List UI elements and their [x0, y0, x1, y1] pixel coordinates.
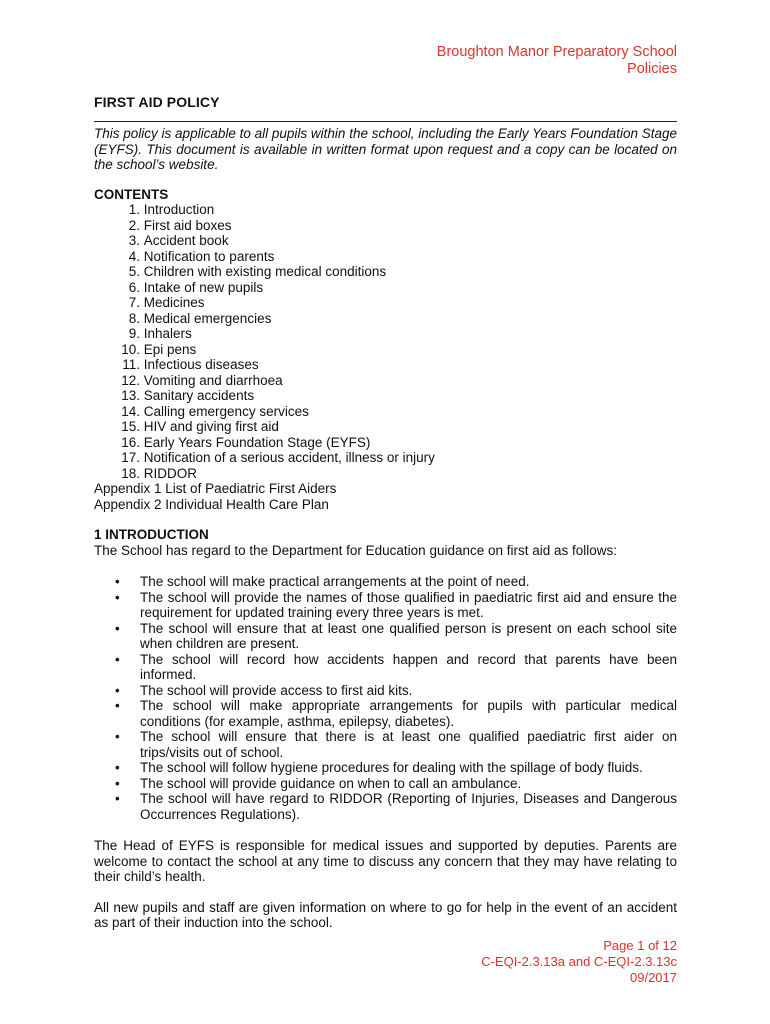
- induction-paragraph: All new pupils and staff are given information on where to go for help in the event of an accident as part of their induction into the school.: [94, 899, 677, 930]
- guidance-item: • The school will ensure that there is at least one qualified paediatric first aider on trips/visits out of school.: [94, 729, 677, 760]
- toc-item: 5. Children with existing medical conditions: [128, 264, 387, 279]
- introduction-heading: 1 INTRODUCTION: [94, 527, 209, 542]
- toc-item: 16. Early Years Foundation Stage (EYFS): [121, 434, 371, 450]
- guidance-item: • The school will make appropriate arrangements for pupils with particular medical conditions (for example, asthma, epilepsy, diabetes).: [94, 698, 677, 729]
- toc-item: 14. Calling emergency services: [121, 403, 309, 419]
- guidance-list: [94, 574, 677, 822]
- introduction-lead: The School has regard to the Department for Education guidance on first aid as follows:: [94, 542, 618, 558]
- guidance-item: • The school will ensure that at least one qualified person is present on each school site when children are present.: [94, 621, 677, 652]
- guidance-item: • The school will provide access to first aid kits.: [94, 683, 677, 699]
- toc-item: 4. Notification to parents: [128, 248, 275, 264]
- document-title: FIRST AID POLICY: [94, 94, 220, 110]
- appendix-1: Appendix 1 List of Paediatric First Aiders: [94, 481, 337, 496]
- document-reference: C-EQI-2.3.13a and C-EQI-2.3.13c: [481, 954, 677, 969]
- guidance-item: • The school will provide guidance on when to call an ambulance.: [94, 776, 677, 792]
- document-date: 09/2017: [630, 970, 677, 985]
- toc-item: 11. Infectious diseases: [122, 357, 259, 372]
- toc-item: 15. HIV and giving first aid: [121, 419, 279, 434]
- table-of-contents: [94, 202, 677, 481]
- toc-item: 1. Introduction: [128, 202, 215, 217]
- intro-statement: This policy is applicable to all pupils within the school, including the Early Years Foundation Stage (EYFS). This document is available in written format upon request and a copy can be located on the school’s website.: [94, 126, 677, 172]
- eyfs-paragraph: The Head of EYFS is responsible for medical issues and supported by deputies. Parents are welcome to contact the school at any time to discuss any concern that they may have relating to their child’s health.: [94, 838, 677, 884]
- contents-heading: CONTENTS: [94, 186, 169, 202]
- page-header: [437, 44, 677, 78]
- toc-item: 9. Inhalers: [128, 326, 192, 341]
- toc-item: 17. Notification of a serious accident, illness or injury: [121, 450, 435, 465]
- toc-item: 3. Accident book: [128, 233, 229, 248]
- toc-item: 2. First aid boxes: [128, 217, 232, 233]
- header-section: Policies: [627, 61, 677, 77]
- title-divider: [94, 121, 677, 122]
- toc-item: 6. Intake of new pupils: [128, 279, 264, 295]
- guidance-item: • The school will follow hygiene procedures for dealing with the spillage of body fluids.: [94, 760, 677, 776]
- toc-item: 13. Sanitary accidents: [121, 388, 255, 403]
- toc-item: 10. Epi pens: [121, 341, 197, 357]
- school-name: Broughton Manor Preparatory School: [436, 44, 677, 60]
- guidance-item: • The school will provide the names of those qualified in paediatric first aid and ensure the requirement for updated training every three years is met.: [94, 590, 677, 621]
- page-number: Page 1 of 12: [603, 938, 677, 953]
- toc-item: 8. Medical emergencies: [128, 310, 272, 326]
- appendix-2: Appendix 2 Individual Health Care Plan: [94, 496, 329, 512]
- page-footer: [481, 938, 677, 986]
- toc-item: 12. Vomiting and diarrhoea: [121, 372, 283, 388]
- document-body: [94, 126, 677, 931]
- toc-item: 18. RIDDOR: [121, 465, 198, 481]
- guidance-item: • The school will make practical arrangements at the point of need.: [94, 574, 677, 590]
- guidance-item: • The school will record how accidents happen and record that parents have been informed.: [94, 652, 677, 683]
- guidance-item: • The school will have regard to RIDDOR (Reporting of Injuries, Diseases and Dangerous Occurrences Regulations).: [94, 791, 677, 822]
- toc-item: 7. Medicines: [128, 295, 205, 310]
